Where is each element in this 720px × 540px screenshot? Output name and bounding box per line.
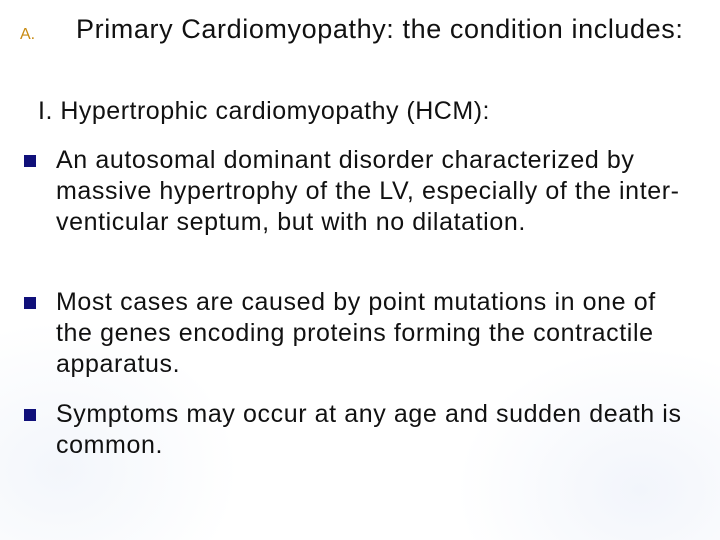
bullet-item-3 [18,399,702,465]
bullet-text-1: An autosomal dominant disorder characterized by massive hypertrophy of the LV, especially of the inter-venticular septum, but with no dilatation. [56,146,680,236]
square-bullet-icon [24,155,36,167]
bullet-item-2 [18,287,702,387]
bullet-text-3: Symptoms may occur at any age and sudden death is common. [56,400,682,459]
heading-marker: A. [20,26,36,43]
bullet-item-1 [18,145,702,275]
heading-text: Primary Cardiomyopathy: the condition includes: [76,14,684,44]
square-bullet-icon [24,297,36,309]
square-bullet-icon [24,409,36,421]
subheading: I. Hypertrophic cardiomyopathy (HCM): [38,97,490,125]
bullet-text-2: Most cases are caused by point mutations in one of the genes encoding proteins forming the contractile apparatus. [56,288,656,378]
